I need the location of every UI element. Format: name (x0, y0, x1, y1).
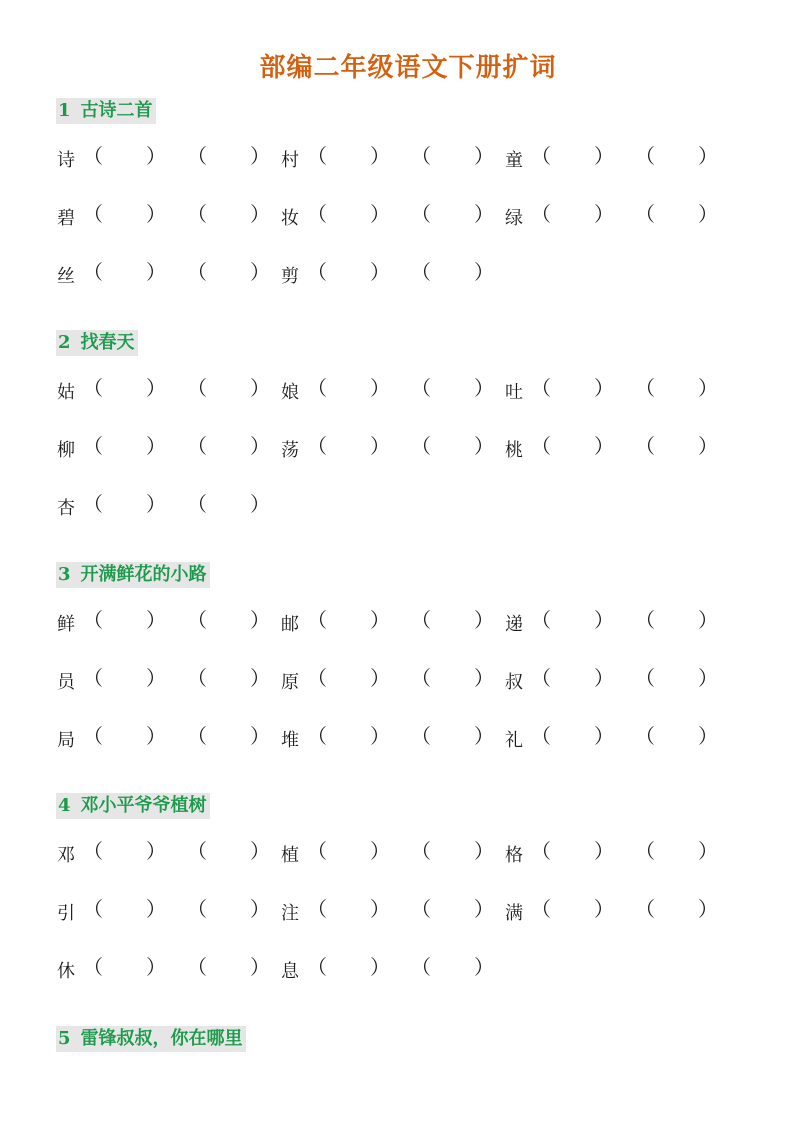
word-entry (505, 666, 729, 694)
blank-open-bracket: （ (187, 144, 207, 168)
section-title: 开满鲜花的小路 (80, 564, 207, 585)
blank-open-bracket: （ (411, 434, 431, 458)
blank-close-bracket: ） (474, 608, 494, 632)
blank-close-bracket: ） (698, 434, 718, 458)
blank-close-bracket: ） (250, 202, 270, 226)
blank-close-bracket: ） (370, 608, 390, 632)
section-heading (56, 98, 156, 124)
blank-open-bracket: （ (635, 202, 655, 226)
blank-open-bracket: （ (187, 202, 207, 226)
blank-open-bracket: （ (531, 434, 551, 458)
word-entry (281, 376, 505, 404)
word-entry (57, 492, 281, 520)
word-entry (57, 202, 281, 230)
blank-close-bracket: ） (698, 144, 718, 168)
blank-close-bracket: ） (698, 724, 718, 748)
blank-open-bracket: （ (635, 608, 655, 632)
blank-close-bracket: ） (474, 144, 494, 168)
blank-close-bracket: ） (146, 724, 166, 748)
blank-close-bracket: ） (250, 839, 270, 863)
word-entry (281, 724, 505, 752)
blank-open-bracket: （ (411, 608, 431, 632)
word-entry (281, 434, 505, 462)
word-entry (57, 839, 281, 867)
target-character: 姑 (57, 382, 75, 403)
blank-close-bracket: ） (594, 724, 614, 748)
blank-close-bracket: ） (594, 434, 614, 458)
section-heading (56, 1026, 246, 1052)
blank-open-bracket: （ (635, 144, 655, 168)
blank-close-bracket: ） (594, 839, 614, 863)
blank-close-bracket: ） (146, 666, 166, 690)
blank-open-bracket: （ (187, 260, 207, 284)
blank-close-bracket: ） (146, 839, 166, 863)
blank-open-bracket: （ (187, 897, 207, 921)
blank-open-bracket: （ (187, 724, 207, 748)
target-character: 息 (281, 961, 299, 982)
target-character: 满 (505, 903, 523, 924)
word-entry (505, 724, 729, 752)
word-entry (505, 608, 729, 636)
blank-close-bracket: ） (474, 376, 494, 400)
page-title: 部编二年级语文下册扩词 (259, 53, 557, 83)
word-entry (281, 608, 505, 636)
target-character: 荡 (281, 440, 299, 461)
word-entry (57, 144, 281, 172)
blank-open-bracket: （ (83, 260, 103, 284)
blank-open-bracket: （ (531, 376, 551, 400)
word-entry (505, 376, 729, 404)
target-character: 妆 (281, 208, 299, 229)
target-character: 桃 (505, 440, 523, 461)
blank-close-bracket: ） (698, 839, 718, 863)
blank-close-bracket: ） (250, 608, 270, 632)
blank-close-bracket: ） (146, 897, 166, 921)
section-number: 1 (58, 100, 71, 121)
blank-open-bracket: （ (411, 376, 431, 400)
target-character: 叔 (505, 672, 523, 693)
section-heading (56, 330, 138, 356)
blank-open-bracket: （ (187, 666, 207, 690)
blank-close-bracket: ） (146, 434, 166, 458)
blank-close-bracket: ） (370, 666, 390, 690)
blank-open-bracket: （ (411, 144, 431, 168)
blank-close-bracket: ） (370, 955, 390, 979)
target-character: 植 (281, 845, 299, 866)
blank-close-bracket: ） (370, 376, 390, 400)
blank-close-bracket: ） (474, 260, 494, 284)
blank-close-bracket: ） (146, 144, 166, 168)
blank-open-bracket: （ (411, 260, 431, 284)
blank-open-bracket: （ (635, 724, 655, 748)
blank-close-bracket: ） (698, 897, 718, 921)
blank-close-bracket: ） (370, 724, 390, 748)
blank-close-bracket: ） (250, 260, 270, 284)
target-character: 邮 (281, 614, 299, 635)
target-character: 鲜 (57, 614, 75, 635)
blank-open-bracket: （ (531, 724, 551, 748)
blank-open-bracket: （ (307, 666, 327, 690)
blank-open-bracket: （ (83, 144, 103, 168)
blank-open-bracket: （ (187, 376, 207, 400)
blank-close-bracket: ） (370, 839, 390, 863)
word-entry (505, 434, 729, 462)
blank-close-bracket: ） (594, 897, 614, 921)
blank-open-bracket: （ (635, 666, 655, 690)
blank-open-bracket: （ (635, 434, 655, 458)
blank-open-bracket: （ (635, 376, 655, 400)
target-character: 递 (505, 614, 523, 635)
target-character: 丝 (57, 266, 75, 287)
word-entry (505, 897, 729, 925)
word-entry (57, 434, 281, 462)
blank-open-bracket: （ (531, 608, 551, 632)
target-character: 娘 (281, 382, 299, 403)
blank-close-bracket: ） (474, 955, 494, 979)
blank-close-bracket: ） (594, 144, 614, 168)
blank-open-bracket: （ (83, 839, 103, 863)
blank-open-bracket: （ (83, 724, 103, 748)
blank-close-bracket: ） (698, 666, 718, 690)
target-character: 童 (505, 150, 523, 171)
blank-open-bracket: （ (411, 666, 431, 690)
word-entry (57, 724, 281, 752)
blank-close-bracket: ） (474, 666, 494, 690)
blank-close-bracket: ） (370, 202, 390, 226)
blank-open-bracket: （ (531, 666, 551, 690)
blank-close-bracket: ） (474, 434, 494, 458)
section-number: 3 (58, 564, 71, 585)
target-character: 局 (57, 730, 75, 751)
blank-open-bracket: （ (531, 897, 551, 921)
target-character: 杏 (57, 498, 75, 519)
target-character: 村 (281, 150, 299, 171)
blank-open-bracket: （ (531, 839, 551, 863)
target-character: 柳 (57, 440, 75, 461)
section-number: 5 (58, 1028, 71, 1049)
blank-open-bracket: （ (83, 202, 103, 226)
blank-open-bracket: （ (187, 608, 207, 632)
blank-close-bracket: ） (594, 608, 614, 632)
section-heading (56, 562, 210, 588)
blank-open-bracket: （ (83, 492, 103, 516)
blank-open-bracket: （ (307, 144, 327, 168)
target-character: 诗 (57, 150, 75, 171)
section-number: 4 (58, 795, 71, 816)
blank-close-bracket: ） (594, 202, 614, 226)
blank-open-bracket: （ (83, 608, 103, 632)
word-entry (505, 839, 729, 867)
blank-close-bracket: ） (146, 202, 166, 226)
blank-open-bracket: （ (83, 434, 103, 458)
target-character: 原 (281, 672, 299, 693)
blank-open-bracket: （ (411, 897, 431, 921)
blank-open-bracket: （ (307, 376, 327, 400)
blank-close-bracket: ） (250, 144, 270, 168)
blank-close-bracket: ） (370, 434, 390, 458)
section-title: 雷锋叔叔，你在哪里 (80, 1028, 243, 1049)
target-character: 邓 (57, 845, 75, 866)
target-character: 吐 (505, 382, 523, 403)
blank-close-bracket: ） (146, 608, 166, 632)
blank-open-bracket: （ (411, 839, 431, 863)
blank-open-bracket: （ (411, 724, 431, 748)
blank-close-bracket: ） (474, 724, 494, 748)
blank-open-bracket: （ (411, 955, 431, 979)
section-number: 2 (58, 332, 71, 353)
section-title: 邓小平爷爷植树 (80, 795, 207, 816)
blank-open-bracket: （ (531, 144, 551, 168)
word-entry (57, 260, 281, 288)
target-character: 格 (505, 845, 523, 866)
blank-open-bracket: （ (307, 434, 327, 458)
blank-close-bracket: ） (146, 376, 166, 400)
target-character: 剪 (281, 266, 299, 287)
blank-open-bracket: （ (187, 839, 207, 863)
blank-close-bracket: ） (370, 144, 390, 168)
target-character: 礼 (505, 730, 523, 751)
blank-close-bracket: ） (250, 376, 270, 400)
blank-open-bracket: （ (187, 492, 207, 516)
target-character: 绿 (505, 208, 523, 229)
word-entry (281, 839, 505, 867)
blank-close-bracket: ） (698, 608, 718, 632)
blank-open-bracket: （ (307, 724, 327, 748)
blank-close-bracket: ） (250, 492, 270, 516)
blank-close-bracket: ） (146, 955, 166, 979)
blank-close-bracket: ） (698, 202, 718, 226)
word-entry (281, 666, 505, 694)
target-character: 引 (57, 903, 75, 924)
blank-open-bracket: （ (83, 955, 103, 979)
blank-open-bracket: （ (187, 434, 207, 458)
section-heading (56, 793, 210, 819)
target-character: 堆 (281, 730, 299, 751)
blank-close-bracket: ） (594, 376, 614, 400)
section-title: 找春天 (80, 332, 135, 353)
blank-close-bracket: ） (146, 260, 166, 284)
word-entry (281, 144, 505, 172)
blank-close-bracket: ） (146, 492, 166, 516)
blank-open-bracket: （ (635, 839, 655, 863)
target-character: 休 (57, 961, 75, 982)
blank-open-bracket: （ (307, 202, 327, 226)
blank-close-bracket: ） (250, 666, 270, 690)
blank-close-bracket: ） (594, 666, 614, 690)
blank-close-bracket: ） (370, 260, 390, 284)
blank-open-bracket: （ (635, 897, 655, 921)
target-character: 注 (281, 903, 299, 924)
blank-open-bracket: （ (83, 376, 103, 400)
blank-close-bracket: ） (250, 434, 270, 458)
word-entry (57, 608, 281, 636)
word-entry (57, 955, 281, 983)
blank-open-bracket: （ (411, 202, 431, 226)
target-character: 碧 (57, 208, 75, 229)
blank-close-bracket: ） (250, 724, 270, 748)
blank-open-bracket: （ (307, 260, 327, 284)
word-entry (281, 202, 505, 230)
word-entry (505, 202, 729, 230)
word-entry (281, 260, 505, 288)
blank-open-bracket: （ (307, 839, 327, 863)
blank-close-bracket: ） (370, 897, 390, 921)
blank-close-bracket: ） (250, 897, 270, 921)
target-character: 员 (57, 672, 75, 693)
blank-open-bracket: （ (187, 955, 207, 979)
word-entry (57, 897, 281, 925)
word-entry (57, 666, 281, 694)
blank-close-bracket: ） (250, 955, 270, 979)
blank-open-bracket: （ (307, 955, 327, 979)
blank-close-bracket: ） (474, 897, 494, 921)
word-entry (57, 376, 281, 404)
word-entry (281, 897, 505, 925)
blank-open-bracket: （ (307, 897, 327, 921)
blank-open-bracket: （ (531, 202, 551, 226)
blank-close-bracket: ） (474, 839, 494, 863)
section-title: 古诗二首 (80, 100, 153, 121)
blank-close-bracket: ） (474, 202, 494, 226)
blank-open-bracket: （ (307, 608, 327, 632)
blank-open-bracket: （ (83, 666, 103, 690)
blank-open-bracket: （ (83, 897, 103, 921)
word-entry (505, 144, 729, 172)
blank-close-bracket: ） (698, 376, 718, 400)
word-entry (281, 955, 505, 983)
